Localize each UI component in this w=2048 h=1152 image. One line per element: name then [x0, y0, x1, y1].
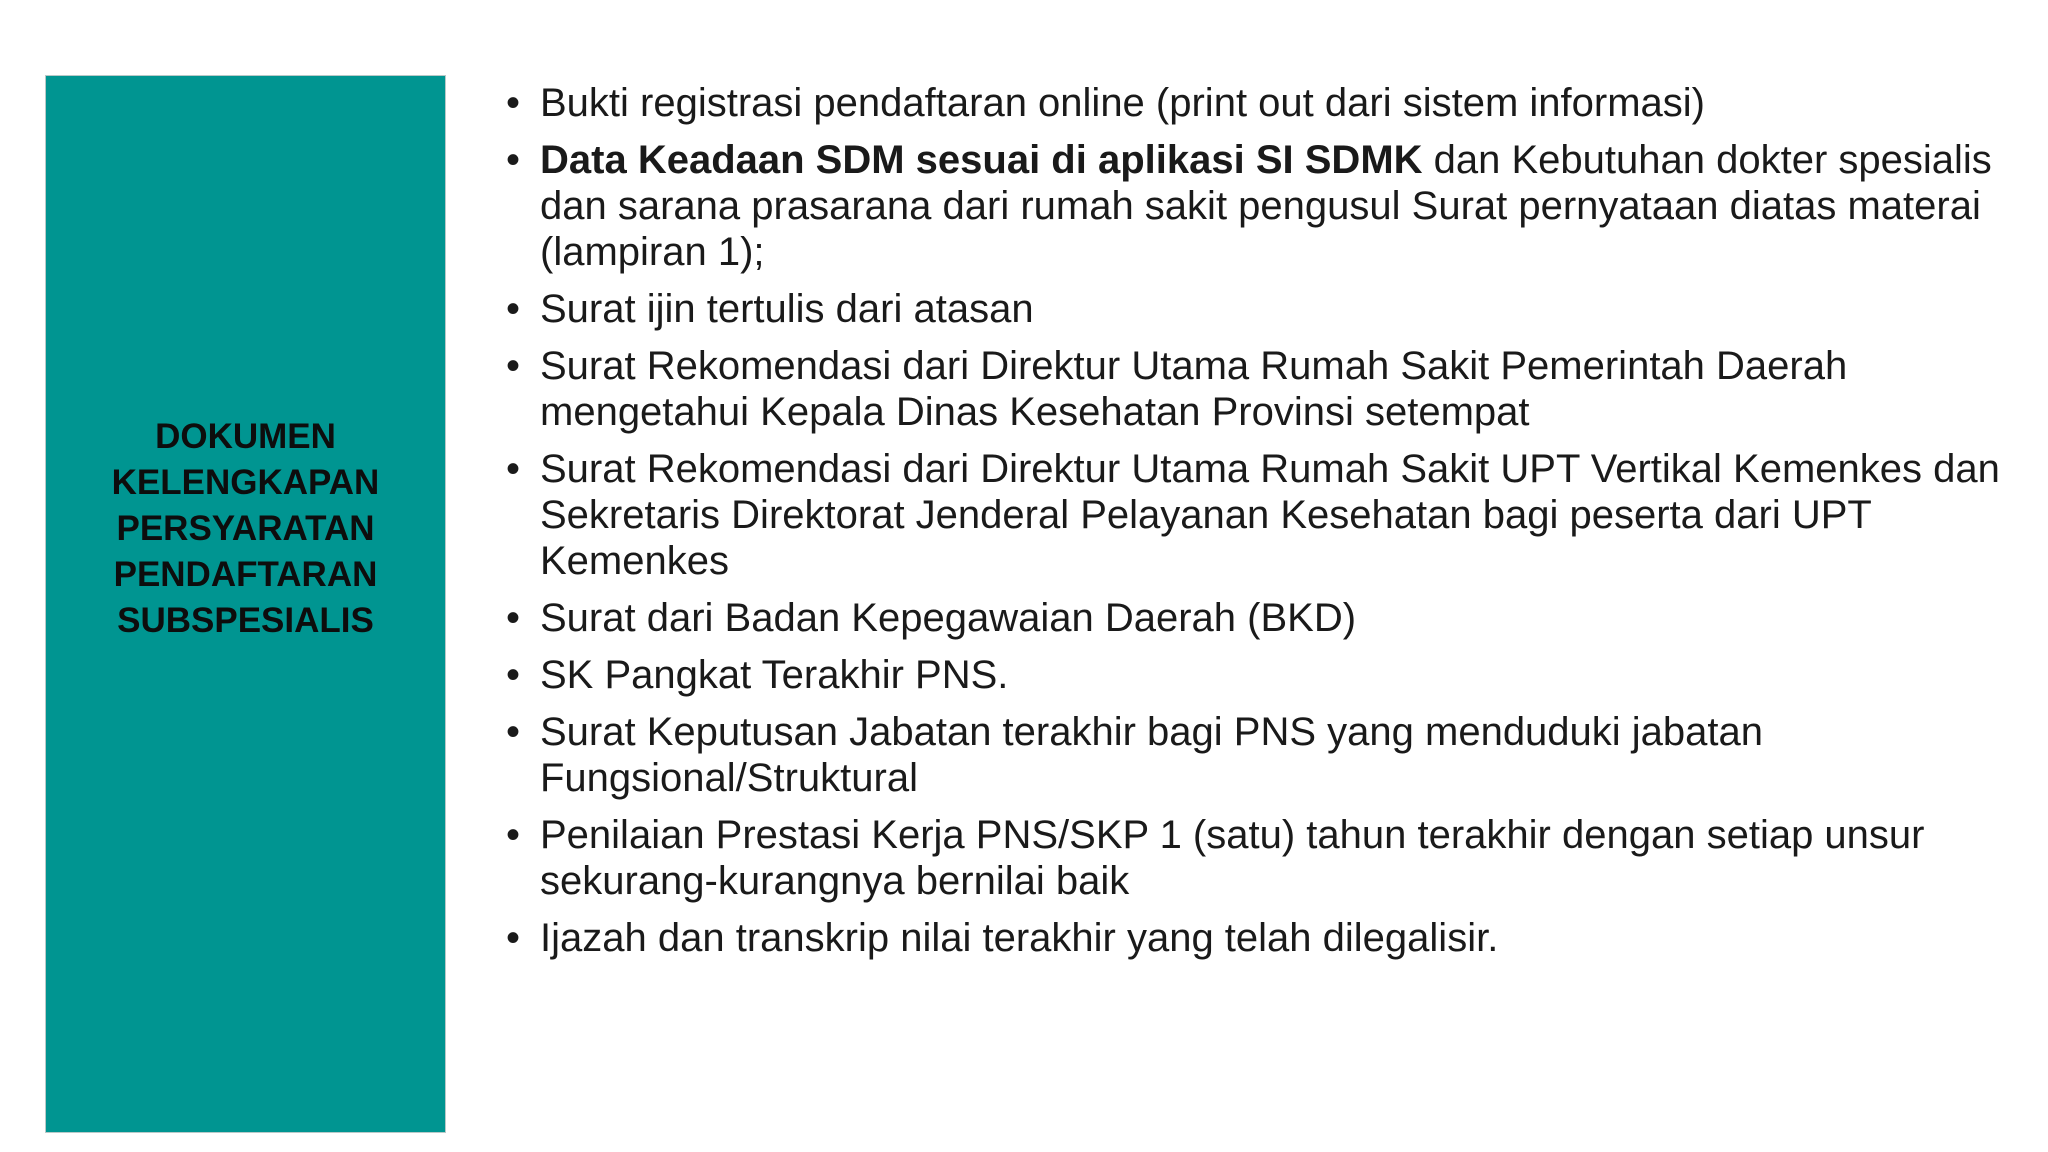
list-item: • Surat Rekomendasi dari Direktur Utama Rumah Sakit UPT Vertikal Kemenkes dan Sekretaris Direktorat Jenderal Pelayanan Kesehatan bagi peserta dari UPT Kemenkes [506, 446, 2006, 584]
list-item: • Surat Keputusan Jabatan terakhir bagi PNS yang menduduki jabatan Fungsional/Struktural [506, 709, 2006, 801]
list-item-bold: Data Keadaan SDM sesuai di aplikasi SI SDMK [540, 138, 1423, 182]
list-item: • SK Pangkat Terakhir PNS. [506, 652, 2006, 698]
list-item-rest: dan Kebutuhan dokter spesialis dan sarana prasarana dari rumah sakit pengusul Surat pernyataan diatas materai (lampiran 1); [540, 138, 1992, 274]
list-item: • Surat dari Badan Kepegawaian Daerah (BKD) [506, 595, 2006, 641]
list-item: • Ijazah dan transkrip nilai terakhir yang telah dilegalisir. [506, 915, 2006, 961]
list-item [506, 137, 2006, 275]
list-item: • Surat ijin tertulis dari atasan [506, 286, 2006, 332]
side-panel [45, 75, 446, 1133]
side-panel-title: DOKUMEN KELENGKAPAN PERSYARATAN PENDAFTARAN SUBSPESIALIS [111, 417, 380, 640]
list-item: • Penilaian Prestasi Kerja PNS/SKP 1 (satu) tahun terakhir dengan setiap unsur sekurang-kurangnya bernilai baik [506, 812, 2006, 904]
requirements-list [506, 80, 2006, 972]
list-item: • Bukti registrasi pendaftaran online (print out dari sistem informasi) [506, 80, 2006, 126]
list-item: • Surat Rekomendasi dari Direktur Utama Rumah Sakit Pemerintah Daerah mengetahui Kepala Dinas Kesehatan Provinsi setempat [506, 343, 2006, 435]
